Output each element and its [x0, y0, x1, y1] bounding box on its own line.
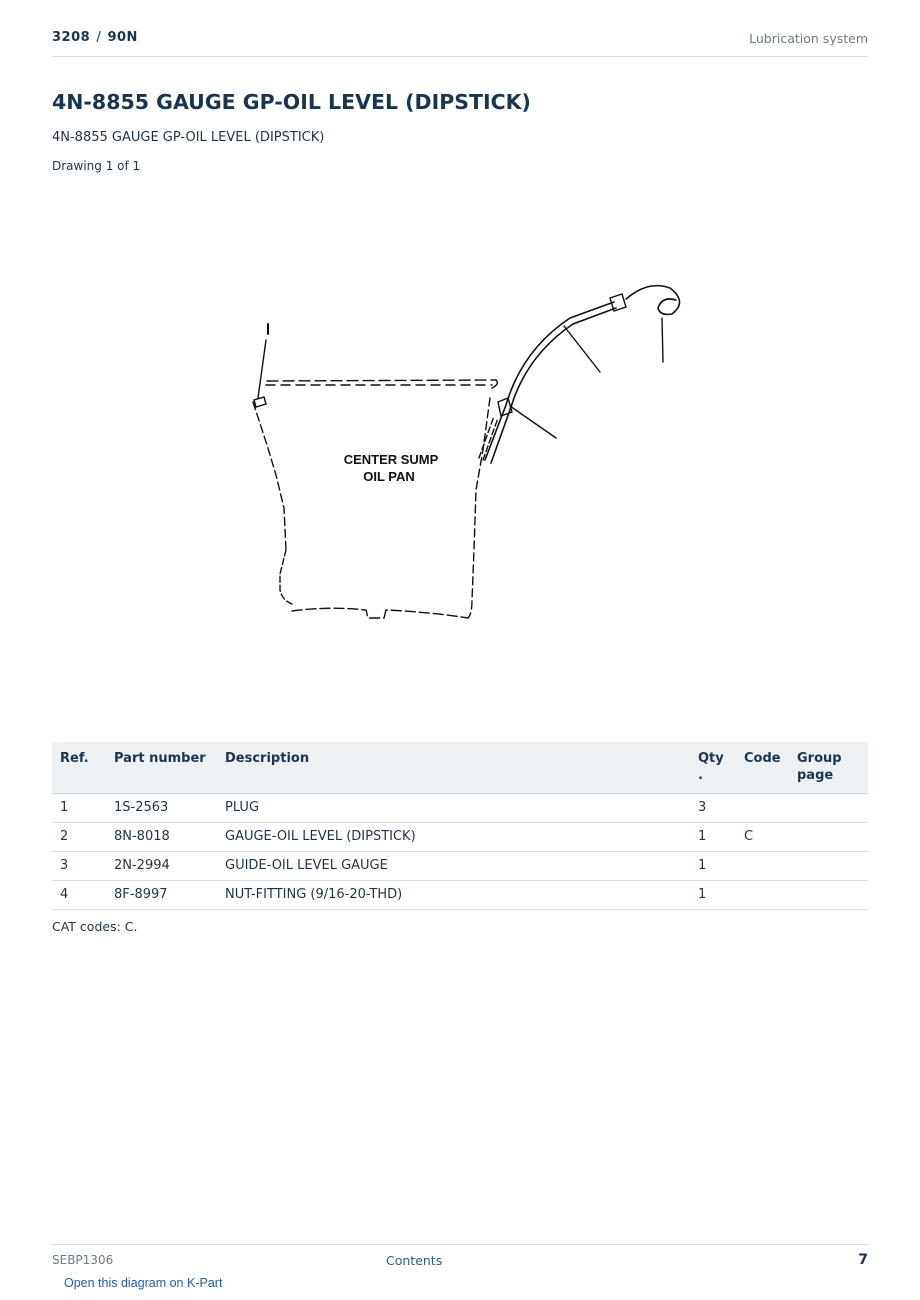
cell-part-number: 8N-8018 — [106, 823, 217, 852]
oil-pan-rim-end — [492, 380, 497, 388]
cell-qty: 3 — [690, 794, 736, 823]
cell-ref: 1 — [52, 794, 106, 823]
cell-ref: 4 — [52, 881, 106, 910]
cell-group-page — [789, 823, 868, 852]
model-breadcrumb — [52, 30, 138, 45]
cell-group-page — [789, 794, 868, 823]
parts-diagram — [200, 190, 720, 710]
kpart-diagram-link[interactable]: Open this diagram on K-Part — [64, 1276, 223, 1290]
dipstick-leader-line — [662, 318, 663, 362]
col-header-part-number: Part number — [106, 742, 217, 794]
breadcrumb-separator: / — [96, 30, 102, 45]
plug-leader-line — [258, 340, 266, 398]
table-row — [52, 823, 868, 852]
cell-ref: 2 — [52, 823, 106, 852]
cell-part-number: 1S-2563 — [106, 794, 217, 823]
document-id: SEBP1306 — [52, 1253, 114, 1267]
cell-code: C — [736, 823, 789, 852]
cell-qty: 1 — [690, 823, 736, 852]
model-number: 3208 — [52, 30, 91, 45]
cell-description: GAUGE-OIL LEVEL (DIPSTICK) — [217, 823, 690, 852]
section-name: Lubrication system — [749, 31, 868, 46]
dipstick-guide-outer — [485, 302, 614, 460]
table-header-row — [52, 742, 868, 794]
oil-pan-left-corner — [280, 550, 292, 604]
col-header-code: Code — [736, 742, 789, 794]
oil-pan-right-wall — [468, 398, 490, 618]
drawing-count: Drawing 1 of 1 — [52, 159, 141, 173]
table-row — [52, 794, 868, 823]
diagram-label-line1: CENTER SUMP — [343, 452, 439, 467]
cell-description: NUT-FITTING (9/16-20-THD) — [217, 881, 690, 910]
oil-pan-bottom — [292, 608, 468, 618]
oil-pan-rim — [267, 380, 496, 381]
page-subtitle: 4N-8855 GAUGE GP-OIL LEVEL (DIPSTICK) — [52, 130, 325, 145]
cell-code — [736, 852, 789, 881]
page-title: 4N-8855 GAUGE GP-OIL LEVEL (DIPSTICK) — [52, 90, 531, 114]
col-header-group-page: Group page — [789, 742, 868, 794]
cell-code — [736, 794, 789, 823]
page-number: 7 — [858, 1252, 868, 1268]
oil-pan-left-wall — [253, 402, 286, 550]
nut-leader-line — [510, 406, 556, 438]
cell-part-number: 8F-8997 — [106, 881, 217, 910]
diagram-label-line2: OIL PAN — [363, 469, 415, 484]
cell-qty: 1 — [690, 852, 736, 881]
cell-group-page — [789, 852, 868, 881]
page-footer — [52, 1244, 868, 1275]
table-row — [52, 881, 868, 910]
cell-description: PLUG — [217, 794, 690, 823]
parts-table — [52, 742, 868, 910]
guide-leader-line — [564, 326, 600, 372]
cell-part-number: 2N-2994 — [106, 852, 217, 881]
serial-prefix: 90N — [107, 30, 138, 45]
contents-link[interactable]: Contents — [386, 1253, 443, 1268]
table-row — [52, 852, 868, 881]
col-header-ref: Ref. — [52, 742, 106, 794]
cell-ref: 3 — [52, 852, 106, 881]
diagram-svg — [200, 190, 720, 710]
col-header-description: Description — [217, 742, 690, 794]
cell-description: GUIDE-OIL LEVEL GAUGE — [217, 852, 690, 881]
col-header-qty: Qty . — [690, 742, 736, 794]
cell-code — [736, 881, 789, 910]
dipstick-hook — [626, 286, 680, 315]
plug-part — [254, 397, 266, 407]
cell-qty: 1 — [690, 881, 736, 910]
cat-codes-note: CAT codes: C. — [52, 919, 138, 934]
cell-group-page — [789, 881, 868, 910]
page-header — [52, 28, 868, 57]
